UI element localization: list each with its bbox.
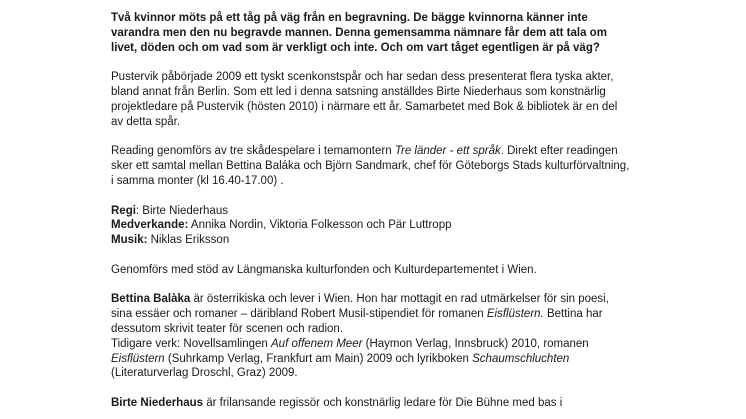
- bio-bettina: [111, 292, 631, 381]
- credit-regi-value: : Birte Niederhaus: [135, 204, 228, 217]
- credit-musik-value: Niklas Eriksson: [147, 234, 230, 247]
- work2-publisher: (Suhrkamp Verlag, Frankfurt am Main) 2009 och lyrikboken: [164, 352, 473, 365]
- credit-regi-label: Regi: [111, 204, 136, 217]
- bio-bettina-text: [111, 292, 631, 336]
- intro-paragraph: Två kvinnor möts på ett tåg på väg från en begravning. De bägge kvinnorna känner inte varandra men den nu begravde mannen. Denna gemensamma nämnare får dem att tala om livet, döden och om vad som är verkligt och inte. Och om vart tåget egentligen är på väg?: [111, 12, 607, 54]
- work2-title: Eisflüstern: [111, 352, 165, 365]
- work1-publisher: (Haymon Verlag, Innsbruck) 2010, romanen: [362, 337, 589, 350]
- work1-title: Auf offenem Meer: [271, 337, 363, 350]
- pustervik-paragraph: Pustervik påbörjade 2009 ett tyskt scenkonstspår och har sedan dess presenterat flera tyska akter, bland annat från Berlin. Som ett led i denna satsning anställdes Birte Niederhaus som konstnärlig projektledare på Pustervik (hösten 2010) i närmare ett år. Samarbetet med Bok & bibliotek är en del av detta spår.: [111, 71, 618, 128]
- credits-block: [111, 204, 631, 248]
- bio-bettina-name: Bettina Balàka: [111, 293, 191, 306]
- document-page: [111, 11, 631, 411]
- bio-birte-text: är frilansande regissör och konstnärlig ledare för Die Bühne med bas i: [203, 396, 563, 409]
- credit-medverkande-label: Medverkande:: [111, 219, 189, 232]
- credit-regi: [111, 204, 631, 219]
- reading-theme-title: Tre länder - ett språk: [394, 145, 501, 158]
- credit-medverkande: [111, 218, 631, 233]
- bio-bettina-text2: Bettina har dessutom skrivit teater för scenen och radion.: [111, 308, 603, 335]
- reading-paragraph: [111, 144, 631, 188]
- credit-musik: [111, 233, 631, 248]
- works-intro: Tidigare verk: Novellsamlingen: [111, 337, 272, 350]
- bio-birte-name: Birte Niederhaus: [111, 396, 204, 409]
- bio-bettina-book1: Eisflüstern.: [486, 308, 544, 321]
- work3-title: Schaumschluchten: [472, 352, 570, 365]
- bio-bettina-works: [111, 337, 631, 381]
- bio-birte: [111, 396, 631, 411]
- credit-medverkande-value: Annika Nordin, Viktoria Folkesson och Pär Luttropp: [188, 219, 452, 232]
- reading-text-before: Reading genomförs av tre skådespelare i temamontern: [111, 145, 395, 158]
- bio-bettina-text1: är österrikiska och lever i Wien. Hon har mottagit en rad utmärkelser för sin poesi, sina essäer och romaner – däribland Robert Musil-stipendiet för romanen: [111, 293, 609, 321]
- credit-musik-label: Musik:: [111, 234, 148, 247]
- work3-publisher: (Literaturverlag Droschl, Graz) 2009.: [111, 367, 298, 380]
- funding-paragraph: Genomförs med stöd av Längmanska kulturfonden och Kulturdepartementet i Wien.: [111, 263, 537, 276]
- reading-text-after: . Direkt efter readingen sker ett samtal mellan Bettina Baláka och Björn Sandmark, chef för Göteborgs Stads kulturförvaltning, i samma monter (kl 16.40-17.00) .: [111, 145, 630, 187]
